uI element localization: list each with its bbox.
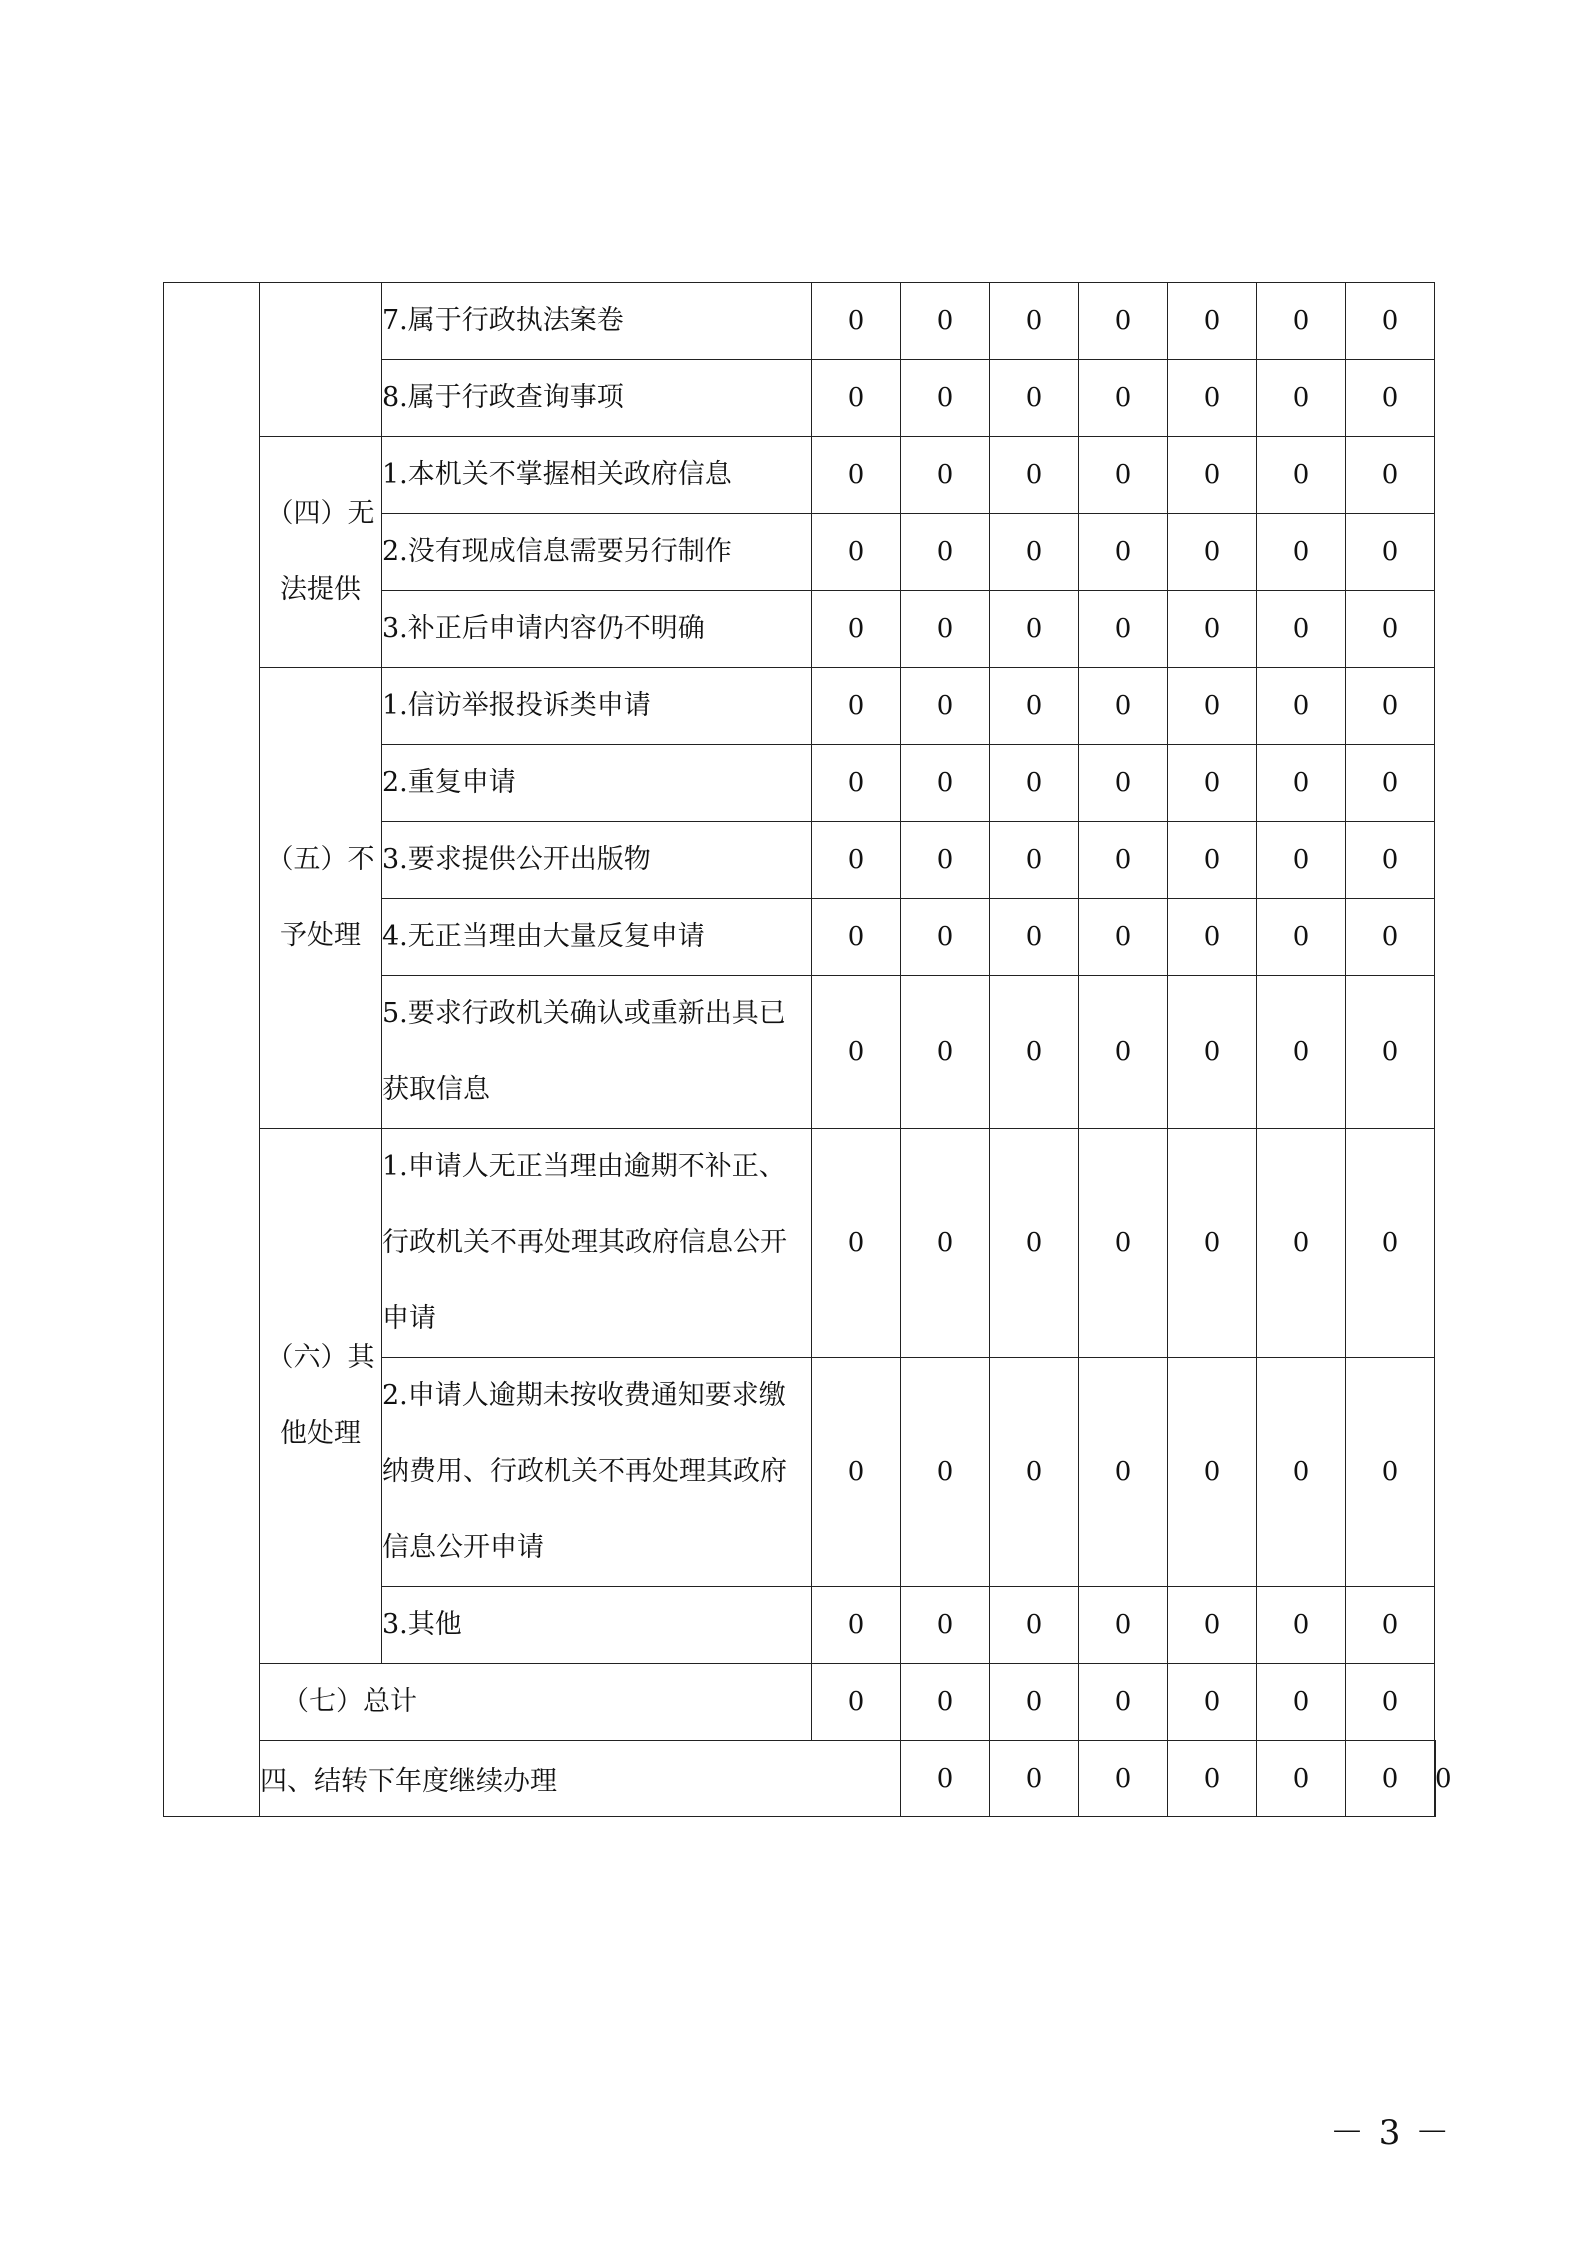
item-label: 1.信访举报投诉类申请 — [382, 668, 812, 745]
value-cell: 0 — [1257, 437, 1346, 514]
total-label: （七）总计 — [260, 1664, 812, 1741]
value-cell: 0 — [990, 1664, 1079, 1741]
value-cell: 0 — [1257, 668, 1346, 745]
value-cell: 0 — [1168, 976, 1257, 1129]
value-cell: 0 — [1168, 822, 1257, 899]
value-cell: 0 — [1168, 360, 1257, 437]
category-label: （四）无法提供 — [260, 437, 382, 668]
disclosure-statistics-table — [163, 282, 1452, 1817]
value-cell: 0 — [901, 976, 990, 1129]
value-cell: 0 — [1079, 437, 1168, 514]
value-cell: 0 — [1168, 283, 1257, 360]
value-cell: 0 — [901, 360, 990, 437]
value-cell: 0 — [1168, 1741, 1257, 1817]
value-cell: 0 — [1346, 1358, 1435, 1587]
value-cell: 0 — [901, 1587, 990, 1664]
item-label: 3.补正后申请内容仍不明确 — [382, 591, 812, 668]
value-cell: 0 — [1346, 437, 1435, 514]
value-cell: 0 — [1257, 1358, 1346, 1587]
value-cell: 0 — [812, 976, 901, 1129]
item-label: 3.要求提供公开出版物 — [382, 822, 812, 899]
item-label: 2.重复申请 — [382, 745, 812, 822]
value-cell: 0 — [812, 1129, 901, 1358]
value-cell: 0 — [1346, 1587, 1435, 1664]
value-cell: 0 — [812, 283, 901, 360]
value-cell: 0 — [901, 899, 990, 976]
value-cell: 0 — [990, 822, 1079, 899]
table-row-carryover — [164, 1741, 1436, 1817]
value-cell: 0 — [1168, 591, 1257, 668]
category-label: （五）不予处理 — [260, 668, 382, 1129]
item-label: 3.其他 — [382, 1587, 812, 1664]
table-row — [164, 668, 1436, 745]
value-cell: 0 — [1079, 1358, 1168, 1587]
item-label: 2.申请人逾期未按收费通知要求缴纳费用、行政机关不再处理其政府信息公开申请 — [382, 1358, 812, 1587]
value-cell: 0 — [1346, 976, 1435, 1129]
value-cell: 0 — [990, 1741, 1079, 1817]
value-cell: 0 — [1346, 514, 1435, 591]
item-label: 8.属于行政查询事项 — [382, 360, 812, 437]
value-cell: 0 — [1346, 283, 1435, 360]
value-cell: 0 — [812, 899, 901, 976]
value-cell: 0 — [1168, 1587, 1257, 1664]
value-cell: 0 — [990, 283, 1079, 360]
value-cell: 0 — [901, 745, 990, 822]
value-cell: 0 — [1257, 1741, 1346, 1817]
value-cell: 0 — [1346, 1741, 1435, 1817]
value-cell: 0 — [990, 1587, 1079, 1664]
value-cell: 0 — [1168, 745, 1257, 822]
value-cell: 0 — [1079, 1129, 1168, 1358]
carryover-label: 四、结转下年度继续办理 — [260, 1741, 901, 1817]
value-cell: 0 — [1257, 1129, 1346, 1358]
table-row — [164, 1129, 1436, 1358]
value-cell: 0 — [1079, 976, 1168, 1129]
value-cell: 0 — [990, 668, 1079, 745]
value-cell: 0 — [901, 591, 990, 668]
value-cell: 0 — [1079, 360, 1168, 437]
value-cell: 0 — [1257, 1587, 1346, 1664]
value-cell: 0 — [901, 668, 990, 745]
value-cell: 0 — [1079, 1587, 1168, 1664]
table-row — [164, 283, 1436, 360]
value-cell: 0 — [1079, 283, 1168, 360]
value-cell: 0 — [901, 437, 990, 514]
value-cell: 0 — [1346, 668, 1435, 745]
value-cell: 0 — [901, 514, 990, 591]
value-cell: 0 — [812, 1358, 901, 1587]
value-cell: 0 — [1168, 1664, 1257, 1741]
value-cell: 0 — [1079, 591, 1168, 668]
value-cell: 0 — [1435, 1741, 1436, 1817]
value-cell: 0 — [901, 822, 990, 899]
value-cell: 0 — [990, 976, 1079, 1129]
category-label: （六）其他处理 — [260, 1129, 382, 1664]
value-cell: 0 — [1257, 283, 1346, 360]
value-cell: 0 — [901, 1358, 990, 1587]
table-row-total — [164, 1664, 1436, 1741]
value-cell: 0 — [1168, 668, 1257, 745]
item-label: 1.本机关不掌握相关政府信息 — [382, 437, 812, 514]
value-cell: 0 — [812, 437, 901, 514]
value-cell: 0 — [990, 514, 1079, 591]
section-label-cell — [164, 283, 260, 1817]
value-cell: 0 — [1346, 1129, 1435, 1358]
value-cell: 0 — [901, 1129, 990, 1358]
value-cell: 0 — [812, 822, 901, 899]
value-cell: 0 — [1257, 745, 1346, 822]
value-cell: 0 — [1079, 745, 1168, 822]
item-label: 2.没有现成信息需要另行制作 — [382, 514, 812, 591]
value-cell: 0 — [1257, 899, 1346, 976]
value-cell: 0 — [901, 283, 990, 360]
value-cell: 0 — [1346, 1664, 1435, 1741]
value-cell: 0 — [990, 899, 1079, 976]
value-cell: 0 — [1168, 437, 1257, 514]
value-cell: 0 — [1168, 1129, 1257, 1358]
value-cell: 0 — [1079, 1664, 1168, 1741]
value-cell: 0 — [1079, 822, 1168, 899]
value-cell: 0 — [990, 745, 1079, 822]
item-label: 5.要求行政机关确认或重新出具已获取信息 — [382, 976, 812, 1129]
value-cell: 0 — [990, 1358, 1079, 1587]
value-cell: 0 — [812, 591, 901, 668]
value-cell: 0 — [1257, 360, 1346, 437]
table-row — [164, 437, 1436, 514]
value-cell: 0 — [1346, 822, 1435, 899]
value-cell: 0 — [1079, 899, 1168, 976]
value-cell: 0 — [1346, 899, 1435, 976]
page-number: － 3 － — [1330, 2113, 1452, 2153]
value-cell: 0 — [1079, 514, 1168, 591]
value-cell: 0 — [1168, 899, 1257, 976]
value-cell: 0 — [901, 1664, 990, 1741]
value-cell: 0 — [1257, 591, 1346, 668]
value-cell: 0 — [812, 745, 901, 822]
value-cell: 0 — [1346, 745, 1435, 822]
value-cell: 0 — [901, 1741, 990, 1817]
item-label: 1.申请人无正当理由逾期不补正、行政机关不再处理其政府信息公开申请 — [382, 1129, 812, 1358]
value-cell: 0 — [812, 1587, 901, 1664]
value-cell: 0 — [812, 668, 901, 745]
value-cell: 0 — [990, 360, 1079, 437]
item-label: 7.属于行政执法案卷 — [382, 283, 812, 360]
value-cell: 0 — [812, 514, 901, 591]
value-cell: 0 — [1257, 976, 1346, 1129]
value-cell: 0 — [812, 1664, 901, 1741]
value-cell: 0 — [1079, 1741, 1168, 1817]
value-cell: 0 — [1346, 360, 1435, 437]
value-cell: 0 — [1346, 591, 1435, 668]
value-cell: 0 — [990, 437, 1079, 514]
value-cell: 0 — [1257, 1664, 1346, 1741]
value-cell: 0 — [1079, 668, 1168, 745]
value-cell: 0 — [1257, 514, 1346, 591]
value-cell: 0 — [990, 1129, 1079, 1358]
value-cell: 0 — [990, 591, 1079, 668]
category-cell — [260, 283, 382, 437]
item-label: 4.无正当理由大量反复申请 — [382, 899, 812, 976]
value-cell: 0 — [1168, 1358, 1257, 1587]
value-cell: 0 — [1168, 514, 1257, 591]
value-cell: 0 — [812, 360, 901, 437]
value-cell: 0 — [1257, 822, 1346, 899]
